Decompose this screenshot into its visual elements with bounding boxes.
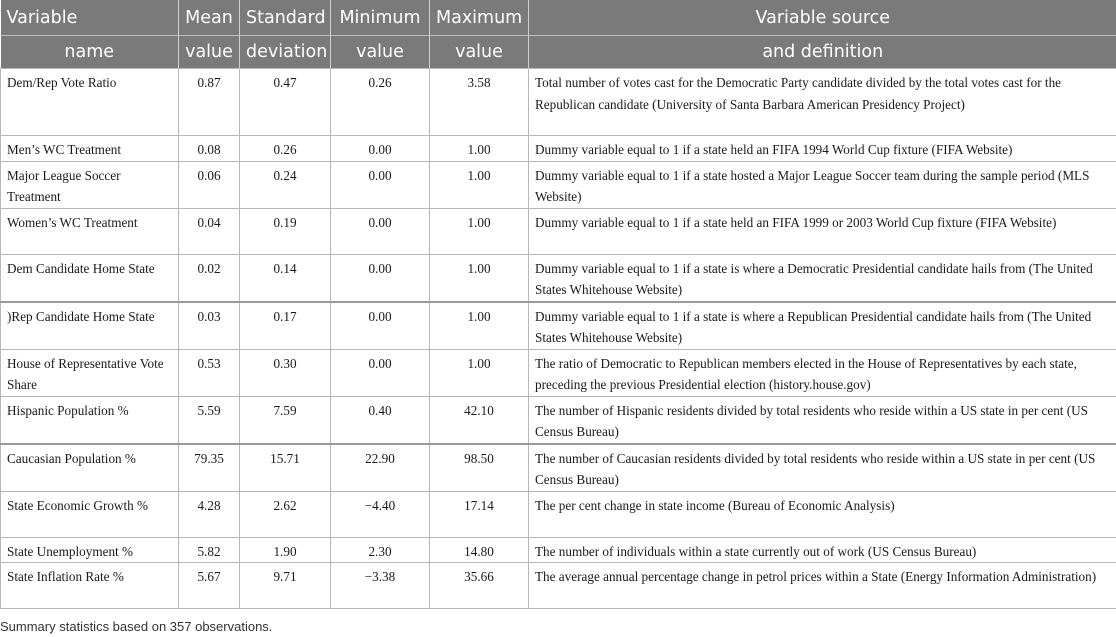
variable-name-cell: Hispanic Population % (1, 396, 179, 444)
mean-cell: 4.28 (179, 491, 240, 537)
source-cell: The average annual percentage change in petrol prices within a State (Energy Information Administration) (529, 563, 1116, 609)
table-row (1, 208, 1116, 254)
header-standard: Standard (240, 0, 331, 36)
max-cell: 1.00 (430, 208, 529, 254)
mean-cell: 5.82 (179, 537, 240, 563)
header-row-2 (1, 36, 1116, 69)
mean-cell: 0.06 (179, 161, 240, 208)
max-cell: 3.58 (430, 69, 529, 136)
min-cell: −4.40 (331, 491, 430, 537)
source-cell: Dummy variable equal to 1 if a state is where a Republican Presidential candidate hails from (The United States Whitehouse Website) (529, 302, 1116, 350)
max-cell: 1.00 (430, 254, 529, 302)
max-cell: 1.00 (430, 349, 529, 396)
variable-name-cell: )Rep Candidate Home State (1, 302, 179, 350)
variable-name-cell: Men’s WC Treatment (1, 136, 179, 162)
source-cell: The number of Hispanic residents divided by total residents who reside within a US state in per cent (US Census Bureau) (529, 396, 1116, 444)
min-cell: 0.00 (331, 254, 430, 302)
header-maximum-value: value (430, 36, 529, 69)
variable-name-cell: State Inflation Rate % (1, 563, 179, 609)
variable-name-cell: Major League Soccer Treatment (1, 161, 179, 208)
sd-cell: 0.30 (240, 349, 331, 396)
table-row (1, 254, 1116, 302)
header-minimum-value: value (331, 36, 430, 69)
min-cell: 0.00 (331, 136, 430, 162)
mean-cell: 0.04 (179, 208, 240, 254)
sd-cell: 0.17 (240, 302, 331, 350)
mean-cell: 79.35 (179, 444, 240, 492)
min-cell: 22.90 (331, 444, 430, 492)
min-cell: −3.38 (331, 563, 430, 609)
min-cell: 0.40 (331, 396, 430, 444)
variable-name-cell: Caucasian Population % (1, 444, 179, 492)
source-cell: Total number of votes cast for the Democratic Party candidate divided by the total votes cast for the Republican candidate (University of Santa Barbara American Presidency Project) (529, 69, 1116, 136)
min-cell: 0.00 (331, 349, 430, 396)
min-cell: 0.00 (331, 208, 430, 254)
sd-cell: 0.14 (240, 254, 331, 302)
variable-name-cell: State Economic Growth % (1, 491, 179, 537)
max-cell: 17.14 (430, 491, 529, 537)
mean-cell: 5.67 (179, 563, 240, 609)
source-cell: The per cent change in state income (Bureau of Economic Analysis) (529, 491, 1116, 537)
table-row (1, 161, 1116, 208)
variable-name-cell: House of Representative Vote Share (1, 349, 179, 396)
header-name: name (1, 36, 179, 69)
sd-cell: 1.90 (240, 537, 331, 563)
source-cell: Dummy variable equal to 1 if a state held an FIFA 1999 or 2003 World Cup fixture (FIFA Website) (529, 208, 1116, 254)
table-row (1, 302, 1116, 350)
header-row-1 (1, 0, 1116, 36)
source-cell: Dummy variable equal to 1 if a state hosted a Major League Soccer team during the sample period (MLS Website) (529, 161, 1116, 208)
table-row (1, 537, 1116, 563)
max-cell: 35.66 (430, 563, 529, 609)
table-body (1, 69, 1116, 609)
mean-cell: 0.87 (179, 69, 240, 136)
min-cell: 0.00 (331, 161, 430, 208)
variable-name-cell: Dem Candidate Home State (1, 254, 179, 302)
header-variable: Variable (1, 0, 179, 36)
table-row (1, 396, 1116, 444)
table-row (1, 349, 1116, 396)
header-deviation: deviation (240, 36, 331, 69)
max-cell: 42.10 (430, 396, 529, 444)
header-mean: Mean (179, 0, 240, 36)
max-cell: 1.00 (430, 136, 529, 162)
sd-cell: 7.59 (240, 396, 331, 444)
table-header (1, 0, 1116, 69)
table-row (1, 136, 1116, 162)
mean-cell: 5.59 (179, 396, 240, 444)
min-cell: 0.26 (331, 69, 430, 136)
header-mean-value: value (179, 36, 240, 69)
table-row (1, 491, 1116, 537)
header-minimum: Minimum (331, 0, 430, 36)
mean-cell: 0.53 (179, 349, 240, 396)
header-variable-source: Variable source (529, 0, 1116, 36)
max-cell: 98.50 (430, 444, 529, 492)
sd-cell: 0.26 (240, 136, 331, 162)
sd-cell: 0.47 (240, 69, 331, 136)
min-cell: 2.30 (331, 537, 430, 563)
source-cell: The ratio of Democratic to Republican members elected in the House of Representatives by each state, preceding the previous Presidential election (history.house.gov) (529, 349, 1116, 396)
header-maximum: Maximum (430, 0, 529, 36)
source-cell: The number of individuals within a state currently out of work (US Census Bureau) (529, 537, 1116, 563)
sd-cell: 9.71 (240, 563, 331, 609)
max-cell: 1.00 (430, 161, 529, 208)
variable-name-cell: Women’s WC Treatment (1, 208, 179, 254)
variable-name-cell: State Unemployment % (1, 537, 179, 563)
min-cell: 0.00 (331, 302, 430, 350)
source-cell: Dummy variable equal to 1 if a state is where a Democratic Presidential candidate hails from (The United States Whitehouse Website) (529, 254, 1116, 302)
sd-cell: 15.71 (240, 444, 331, 492)
source-cell: The number of Caucasian residents divided by total residents who reside within a US state in per cent (US Census Bureau) (529, 444, 1116, 492)
mean-cell: 0.02 (179, 254, 240, 302)
sd-cell: 0.19 (240, 208, 331, 254)
source-cell: Dummy variable equal to 1 if a state held an FIFA 1994 World Cup fixture (FIFA Website) (529, 136, 1116, 162)
sd-cell: 0.24 (240, 161, 331, 208)
mean-cell: 0.03 (179, 302, 240, 350)
mean-cell: 0.08 (179, 136, 240, 162)
table-row (1, 69, 1116, 136)
sd-cell: 2.62 (240, 491, 331, 537)
header-and-definition: and definition (529, 36, 1116, 69)
table-row (1, 444, 1116, 492)
max-cell: 14.80 (430, 537, 529, 563)
variable-name-cell: Dem/Rep Vote Ratio (1, 69, 179, 136)
table-row (1, 563, 1116, 609)
max-cell: 1.00 (430, 302, 529, 350)
table-footnote: Summary statistics based on 357 observations. (0, 619, 273, 634)
